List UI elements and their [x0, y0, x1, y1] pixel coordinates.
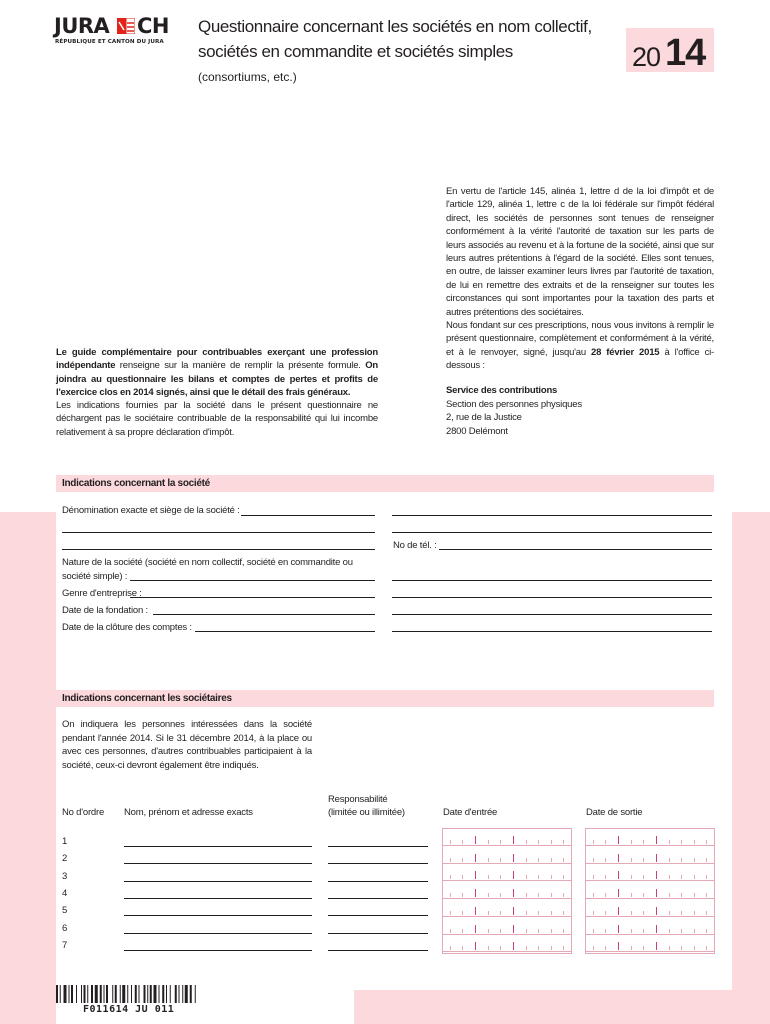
partner-row-number: 6: [62, 923, 68, 934]
col-header-exit: Date de sortie: [586, 807, 643, 818]
logo-flag-icon: [117, 18, 135, 34]
pink-band-right: [732, 512, 770, 1024]
barcode-bar: [144, 985, 146, 1003]
phone-input[interactable]: [439, 549, 712, 550]
barcode-bar: [64, 985, 67, 1003]
barcode-bar: [60, 985, 61, 1003]
barcode-bar: [159, 985, 160, 1003]
denomination-label: Dénomination exacte et siège de la société :: [62, 505, 240, 516]
section-partners-header: [56, 690, 714, 707]
phone-label: No de tél. :: [393, 540, 437, 551]
service-line1: Section des personnes physiques: [446, 398, 582, 410]
barcode-bar: [56, 985, 58, 1003]
denomination-input-e[interactable]: [62, 549, 375, 550]
pink-band-bottom: [354, 990, 770, 1024]
foundation-input-a[interactable]: [153, 614, 375, 615]
foundation-input-b[interactable]: [392, 614, 712, 615]
service-title: Service des contributions: [446, 385, 558, 396]
col-header-name: Nom, prénom et adresse exacts: [124, 807, 253, 818]
barcode-bar: [135, 985, 137, 1003]
partner-name-input[interactable]: [124, 881, 312, 882]
nature-input-b[interactable]: [392, 580, 712, 581]
guide-notice-normal-b: Les indications fournies par la société dans le présent questionnaire ne déchargent pas le sociétaire contribuable de la responsabilité qui lui incombe relativement à sa propre déclaration d'impôt.: [56, 400, 378, 438]
section-company-header: [56, 475, 714, 492]
genre-input-b[interactable]: [392, 597, 712, 598]
barcode-bar: [69, 985, 70, 1003]
guide-notice: [56, 346, 378, 439]
barcode-bar: [87, 985, 88, 1003]
partner-row-number: 7: [62, 940, 68, 951]
barcode-bar: [182, 985, 183, 1003]
section-partners-title: Indications concernant les sociétaires: [62, 693, 232, 704]
foundation-label: Date de la fondation :: [62, 605, 148, 616]
barcode-bar: [84, 985, 86, 1003]
barcode-bar: [195, 985, 196, 1003]
barcode-bar: [115, 985, 117, 1003]
barcode-bar: [150, 985, 152, 1003]
barcode-bar: [170, 985, 171, 1003]
denomination-input-d[interactable]: [392, 532, 712, 533]
entry-date-grid: [442, 828, 572, 954]
partner-name-input[interactable]: [124, 898, 312, 899]
partner-name-input[interactable]: [124, 846, 312, 847]
barcode-bar: [154, 985, 157, 1003]
barcode-bar: [106, 985, 108, 1003]
denomination-input-a[interactable]: [241, 515, 375, 516]
legal-notice-paragraph2b: à l'office ci-dessous :: [446, 346, 715, 372]
partner-responsibility-input[interactable]: [328, 915, 428, 916]
partner-row-number: 1: [62, 836, 68, 847]
barcode-bar: [131, 985, 132, 1003]
partner-responsibility-input[interactable]: [328, 950, 428, 951]
barcode-bar: [76, 985, 77, 1003]
genre-label: Genre d'entreprise :: [62, 588, 142, 599]
barcode-bar: [185, 985, 188, 1003]
form-title-line1: Questionnaire concernant les sociétés en nom collectif,: [198, 17, 592, 36]
year-prefix: 20: [632, 42, 661, 72]
closing-label: Date de la clôture des comptes :: [62, 622, 192, 633]
deadline-date: 28 février 2015: [591, 346, 660, 358]
barcode-bar: [190, 985, 192, 1003]
barcode-bar: [95, 985, 98, 1003]
logo-ch-text: CH: [137, 14, 169, 38]
barcode-bar: [100, 985, 102, 1003]
barcode-text: F011614 JU 011: [83, 1004, 175, 1015]
barcode-bar: [71, 985, 73, 1003]
nature-label-line1: Nature de la société (société en nom collectif, société en commandite ou: [62, 557, 353, 568]
partner-responsibility-input[interactable]: [328, 933, 428, 934]
denomination-input-b[interactable]: [392, 515, 712, 516]
closing-input-a[interactable]: [195, 631, 375, 632]
exit-date-grid: [585, 828, 715, 954]
col-header-responsibility-1: Responsabilité: [328, 794, 388, 805]
barcode-bar: [162, 985, 164, 1003]
barcode-bar: [139, 985, 140, 1003]
guide-notice-bold-b: On joindra au questionnaire les bilans et comptes de pertes et profits de l'exercice clos en 2014 signés, ainsi que le détail des frais généraux.: [56, 360, 378, 398]
partner-row-number: 4: [62, 888, 68, 899]
barcode-bar: [120, 985, 121, 1003]
col-header-entry: Date d'entrée: [443, 807, 498, 818]
barcode-bar: [175, 985, 177, 1003]
form-subtitle: (consortiums, etc.): [198, 70, 297, 84]
col-header-no: No d'ordre: [62, 807, 105, 818]
barcode-bar: [104, 985, 105, 1003]
barcode-bar: [166, 985, 167, 1003]
service-line2: 2, rue de la Justice: [446, 412, 522, 423]
guide-notice-bold-a: Le guide complémentaire pour contribuables exerçant une profession indépendante: [56, 347, 378, 372]
partner-responsibility-input[interactable]: [328, 863, 428, 864]
partner-responsibility-input[interactable]: [328, 881, 428, 882]
legal-notice-paragraph2a: Nous fondant sur ces prescriptions, nous vous invitons à remplir le présent questionnaire, complètement et conformément à la vérité, et à le renvoyer, signé, jusqu'au: [446, 320, 714, 358]
service-address: [446, 384, 714, 438]
barcode-bar: [179, 985, 180, 1003]
legal-notice-paragraph1: En vertu de l'article 145, alinéa 1, lettre d de la loi d'impôt et de l'article 129, alinéa 1, lettre c de la loi fédérale sur l'impôt fédéral direct, les sociétés de personnes sont tenues de renseigner conformément à la vérité l'autorité de taxation sur les parts de leurs associés au revenu et à la fortune de la société, ainsi que sur leurs autres prétentions à l'égard de la société. Elles sont tenues, en outre, de laisser examiner leurs livres par l'autorité de taxation, de lui en remettre des extraits et de la renseigner sur toutes les circonstances qui sont importantes pour la taxation des parts et autres prétentions des sociétaires.: [446, 186, 714, 318]
jura-logo: [54, 14, 186, 48]
section-company-title: Indications concernant la société: [62, 478, 210, 489]
form-title-line2: sociétés en commandite et sociétés simples: [198, 42, 513, 61]
legal-notice: [446, 185, 714, 373]
nature-label-line2: société simple) :: [62, 571, 128, 582]
service-line3: 2800 Delémont: [446, 425, 508, 437]
tax-year-badge: [626, 28, 714, 72]
barcode-bar: [81, 985, 82, 1003]
barcode-bar: [122, 985, 125, 1003]
logo-subtitle: RÉPUBLIQUE ET CANTON DU JURA: [55, 39, 164, 45]
denomination-input-c[interactable]: [62, 532, 375, 533]
year-suffix: 14: [665, 32, 706, 74]
barcode-bar: [112, 985, 113, 1003]
partners-intro: On indiquera les personnes intéressées dans la société pendant l'année 2014. Si le 31 décembre 2014, à la place ou avec ces personnes, d'autres contribuables participaient à la société, ceux-ci devront également être indiqués.: [62, 719, 312, 771]
partner-row-number: 3: [62, 871, 68, 882]
guide-notice-normal-a: renseigne sur la manière de remplir la présente formule.: [115, 360, 366, 372]
partner-responsibility-input[interactable]: [328, 898, 428, 899]
partner-name-input[interactable]: [124, 915, 312, 916]
barcode: [56, 985, 236, 1003]
partner-row-number: 2: [62, 853, 68, 864]
nature-input-a[interactable]: [130, 580, 375, 581]
partner-name-input[interactable]: [124, 863, 312, 864]
pink-band-left: [0, 512, 56, 1024]
barcode-bar: [147, 985, 148, 1003]
partner-name-input[interactable]: [124, 950, 312, 951]
partner-row-number: 5: [62, 905, 68, 916]
partner-responsibility-input[interactable]: [328, 846, 428, 847]
barcode-bar: [91, 985, 93, 1003]
partner-name-input[interactable]: [124, 933, 312, 934]
col-header-responsibility-2: (limitée ou illimitée): [328, 807, 405, 818]
logo-jura-text: JURA: [54, 14, 110, 38]
closing-input-b[interactable]: [392, 631, 712, 632]
genre-input-a[interactable]: [130, 597, 375, 598]
barcode-bar: [127, 985, 128, 1003]
